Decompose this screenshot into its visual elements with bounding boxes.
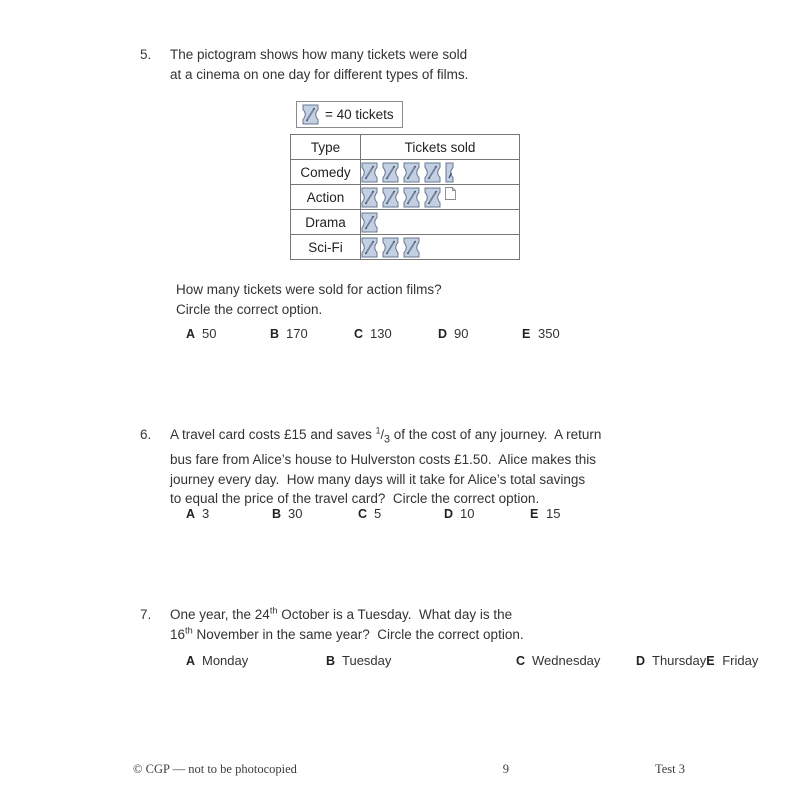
ticket-icon xyxy=(302,104,319,125)
option-b[interactable] xyxy=(270,326,354,341)
option-d-value: 10 xyxy=(460,506,475,521)
option-b[interactable] xyxy=(326,653,516,677)
option-b-value: Tuesday xyxy=(342,653,392,668)
question-5-number: 5. xyxy=(140,47,152,62)
option-c-value: Wednesday xyxy=(532,653,601,668)
option-b-letter: B xyxy=(326,654,336,668)
table-header-row xyxy=(291,135,520,160)
ticket-icon xyxy=(382,237,399,258)
question-7-options xyxy=(186,653,759,677)
ticket-icon xyxy=(361,212,378,233)
question-6-line-1a: A travel card costs £15 and saves xyxy=(170,427,376,442)
question-7-line-1b: October is a Tuesday. What day is the xyxy=(277,607,513,622)
header-tickets-sold: Tickets sold xyxy=(361,135,520,160)
option-d-value: 90 xyxy=(454,326,469,341)
footer-copyright: © CGP — not to be photocopied xyxy=(133,762,297,776)
ticket-icon xyxy=(424,187,441,208)
row-symbols-action xyxy=(361,185,520,210)
question-5 xyxy=(140,45,700,84)
option-b-letter: B xyxy=(270,327,280,341)
question-6-line-3: journey every day. How many days will it take for Alice’s total savings xyxy=(170,471,586,487)
option-c-value: 5 xyxy=(374,506,382,521)
row-symbols-scifi xyxy=(361,235,520,260)
option-e[interactable] xyxy=(706,653,758,677)
ticket-icon xyxy=(403,162,420,183)
ticket-icon xyxy=(403,237,420,258)
question-7-line-2b: November in the same year? Circle the correct option. xyxy=(192,626,524,642)
page-footer xyxy=(133,762,685,777)
option-e-letter: E xyxy=(522,327,531,341)
ordinal-suffix: th xyxy=(185,625,193,635)
pictogram-table xyxy=(290,134,520,260)
ticket-icon xyxy=(361,187,378,208)
option-d[interactable] xyxy=(636,653,706,677)
row-symbols-comedy xyxy=(361,160,520,185)
option-d[interactable] xyxy=(444,506,530,521)
pictogram-key-label: = 40 tickets xyxy=(325,106,394,122)
question-5-text xyxy=(170,45,700,84)
footer-page-number: 9 xyxy=(502,762,510,776)
option-a[interactable] xyxy=(186,653,326,677)
option-a-letter: A xyxy=(186,327,196,341)
ticket-icon xyxy=(403,187,420,208)
option-e[interactable] xyxy=(522,326,606,341)
question-6-line-1 xyxy=(170,425,740,450)
question-7-text xyxy=(170,605,720,644)
option-a-value: Monday xyxy=(202,653,249,668)
question-5-line-1: The pictogram shows how many tickets were sold xyxy=(170,47,468,62)
header-type: Type xyxy=(291,135,361,160)
row-symbols-drama xyxy=(361,210,520,235)
option-a[interactable] xyxy=(186,506,272,521)
option-a-letter: A xyxy=(186,654,196,668)
question-6-line-2: bus fare from Alice’s house to Hulverston costs £1.50. Alice makes this xyxy=(170,452,596,468)
ticket-icon xyxy=(382,162,399,183)
ordinal-suffix: th xyxy=(269,605,278,616)
option-c-letter: C xyxy=(358,507,368,521)
option-a-letter: A xyxy=(186,507,196,521)
question-6-line-1b: of the cost of any journey. A return xyxy=(389,427,602,442)
question-5-options xyxy=(186,326,606,341)
table-row xyxy=(291,210,520,235)
option-e-letter: E xyxy=(706,654,715,668)
question-6 xyxy=(140,425,740,509)
ticket-icon xyxy=(361,237,378,258)
option-e[interactable] xyxy=(530,506,616,521)
fraction-one-third: $^1/_3$ xyxy=(375,425,390,446)
question-5-line-2: at a cinema on one day for different types of films. xyxy=(170,66,469,82)
ticket-half-icon xyxy=(445,162,454,183)
option-b[interactable] xyxy=(272,506,358,521)
option-b-letter: B xyxy=(272,507,282,521)
option-e-value: 350 xyxy=(538,326,560,341)
question-7-number: 7. xyxy=(140,607,152,622)
question-6-options xyxy=(186,506,616,521)
question-7-line-2a: 16 xyxy=(170,626,186,642)
option-a-value: 50 xyxy=(202,326,217,341)
option-c[interactable] xyxy=(358,506,444,521)
question-7-line-1a: One year, the 24 xyxy=(170,607,270,622)
option-d-letter: D xyxy=(438,327,448,341)
option-a-value: 3 xyxy=(202,506,210,521)
option-b-value: 30 xyxy=(288,506,303,521)
fraction-numerator: 1 xyxy=(375,425,381,436)
row-label-drama: Drama xyxy=(291,210,361,235)
ticket-icon xyxy=(382,187,399,208)
question-7 xyxy=(140,605,720,644)
table-row xyxy=(291,185,520,210)
question-6-text xyxy=(170,425,740,509)
row-label-scifi: Sci-Fi xyxy=(291,235,361,260)
option-e-value: Friday xyxy=(722,653,759,668)
row-label-action: Action xyxy=(291,185,361,210)
row-label-comedy: Comedy xyxy=(291,160,361,185)
fraction-denominator: 3 xyxy=(384,433,390,446)
question-6-number: 6. xyxy=(140,427,152,442)
option-d-letter: D xyxy=(444,507,454,521)
option-c[interactable] xyxy=(354,326,438,341)
option-c-value: 130 xyxy=(370,326,392,341)
option-e-letter: E xyxy=(530,507,539,521)
ticket-icon xyxy=(424,162,441,183)
question-5-followup-line-2: Circle the correct option. xyxy=(176,302,323,317)
question-6-line-4: to equal the price of the travel card? Circle the correct option. xyxy=(170,491,540,507)
option-c[interactable] xyxy=(516,653,636,677)
question-5-followup xyxy=(176,280,596,320)
option-c-letter: C xyxy=(516,654,526,668)
option-b-value: 170 xyxy=(286,326,308,341)
option-d[interactable] xyxy=(438,326,522,341)
question-7-line-1 xyxy=(170,605,720,625)
ticket-fragment-icon xyxy=(445,187,456,200)
pictogram-key xyxy=(296,101,403,128)
option-d-value: Thursday xyxy=(652,653,707,668)
question-7-line-2 xyxy=(170,625,720,645)
question-5-followup-line-1: How many tickets were sold for action films? xyxy=(176,282,442,297)
table-row xyxy=(291,160,520,185)
option-a[interactable] xyxy=(186,326,270,341)
option-c-letter: C xyxy=(354,327,364,341)
footer-test-label: Test 3 xyxy=(654,762,685,776)
table-row xyxy=(291,235,520,260)
option-e-value: 15 xyxy=(546,506,561,521)
option-d-letter: D xyxy=(636,654,646,668)
ticket-icon xyxy=(361,162,378,183)
